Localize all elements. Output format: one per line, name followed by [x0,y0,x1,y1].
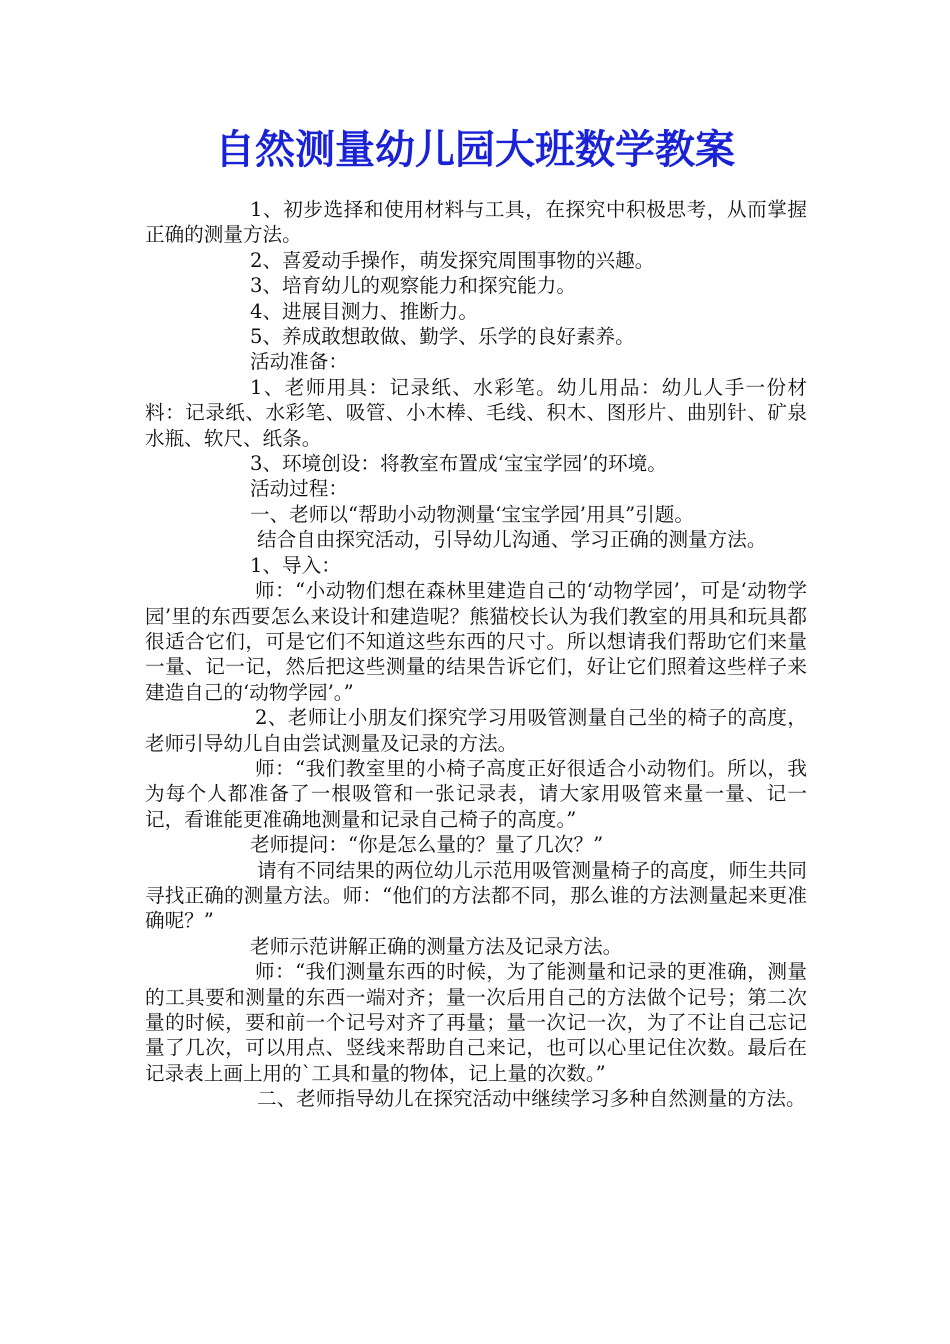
paragraph-teacher-question: 老师提问：“你是怎么量的？量了几次？” [250,833,604,857]
section-heading-process: 活动过程： [250,477,348,501]
paragraph-step-2: 2、老师让小朋友们探究学习用吸管测量自己坐的椅子的高度，老师引导幼儿自由尝试测量及记录的方法。 [145,706,807,755]
paragraph-lead-in: 1、导入： [250,553,341,577]
paragraph-objective-5: 5、养成敢想敢做、勤学、乐学的良好素养。 [250,325,635,349]
paragraph-demonstration: 请有不同结果的两位幼儿示范用吸管测量椅子的高度，师生共同寻找正确的测量方法。师：“他们的方法都不同，那么谁的方法测量起来更准确呢？” [145,858,807,933]
paragraph-teacher-quote-2: 师：“我们教室里的小椅子高度正好很适合小动物们。所以，我为每个人都准备了一根吸管和一张记录表，请大家用吸管来量一量、记一记，看谁能更准确地测量和记录自己椅子的高度。” [145,756,807,831]
paragraph-preparation-1: 1、老师用具：记录纸、水彩笔。幼儿用品：幼儿人手一份材料：记录纸、水彩笔、吸管、小木棒、毛线、积木、图形片、曲别针、矿泉水瓶、软尺、纸条。 [145,375,807,450]
paragraph-preparation-3: 3、环境创设：将教室布置成‘宝宝学园’的环境。 [250,452,667,476]
section-heading-preparation: 活动准备： [250,350,348,374]
paragraph-objective-4: 4、进展目测力、推断力。 [250,299,478,323]
paragraph-process-intro: 结合自由探究活动，引导幼儿沟通、学习正确的测量方法。 [257,528,767,552]
paragraph-process-step-2: 二、老师指导幼儿在探究活动中继续学习多种自然测量的方法。 [257,1087,806,1111]
paragraph-teacher-quote-3: 师：“我们测量东西的时候，为了能测量和记录的更准确，测量的工具要和测量的东西一端对齐；量一次后用自己的方法做个记号；第二次量的时候，要和前一个记号对齐了再量；量一次记一次，为了不让自己忘记量了几次，可以用点、竖线来帮助自己来记，也可以心里记住次数。最后在记录表上画上用的`工具和量的物体，记上量的次数。” [145,960,807,1085]
paragraph-objective-2: 2、喜爱动手操作，萌发探究周围事物的兴趣。 [250,248,655,272]
document-body [145,197,807,1112]
paragraph-objective-1: 1、初步选择和使用材料与工具，在探究中积极思考，从而掌握正确的测量方法。 [145,198,807,247]
paragraph-objective-3: 3、培育幼儿的观察能力和探究能力。 [250,274,576,298]
paragraph-teacher-demo: 老师示范讲解正确的测量方法及记录方法。 [250,934,623,958]
paragraph-process-step-1: 一、老师以“帮助小动物测量‘宝宝学园’用具”引题。 [250,502,694,526]
document-title: 自然测量幼儿园大班数学教案 [215,127,735,173]
paragraph-teacher-quote-1: 师：“小动物们想在森林里建造自己的‘动物学园’，可是‘动物学园’里的东西要怎么来设计和建造呢？熊猫校长认为我们教室的用具和玩具都很适合它们，可是它们不知道这些东西的尺寸。所以想请我们帮助它们来量一量、记一记，然后把这些测量的结果告诉它们，好让它们照着这些样子来建造自己的‘动物学园’。” [145,579,807,704]
